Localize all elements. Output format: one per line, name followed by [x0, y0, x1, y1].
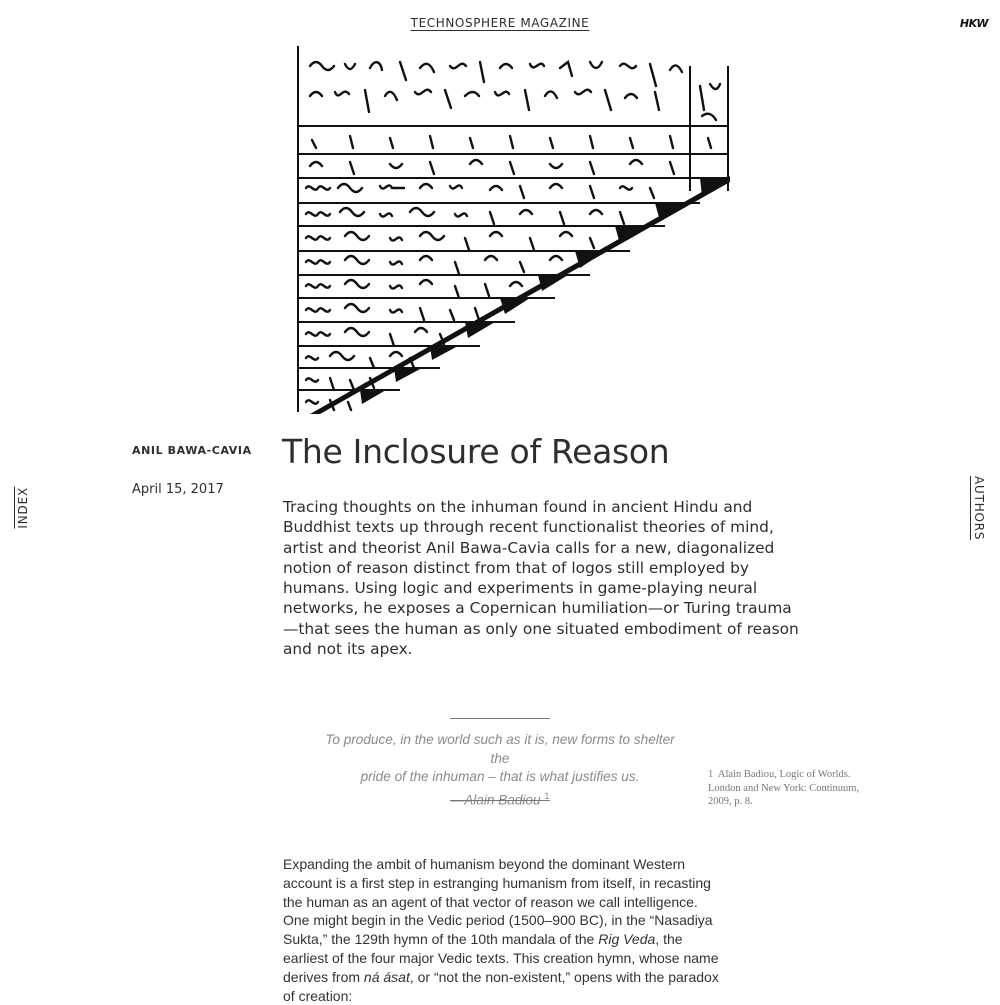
body-text-part-3: , or “not the non-existent,” opens with the paradox of creation: — [283, 968, 719, 1004]
article-lede: Tracing thoughts on the inhuman found in ancient Hindu and Buddhist texts up through recent functionalist theories of mind, artist and theorist Anil Bawa-Cavia calls for a new, diagonalized notion of reason distinct from that of logos still employed by humans. Using logic and experiments in game-playing neural networks, he exposes a Copernican humiliation—or Turing trauma—that sees the human as only one situated embodiment of reason and not its apex. — [283, 498, 799, 659]
epigraph-line-1: To produce, in the world such as it is, new forms to shelter the — [325, 732, 675, 766]
author-name[interactable]: ANIL BAWA-CAVIA — [132, 444, 252, 457]
epigraph-attribution: —Alain Badiou — [450, 792, 541, 808]
manuscript-table-image — [290, 46, 732, 414]
epigraph-top-rule — [450, 718, 550, 719]
article-body-paragraph — [283, 855, 719, 1005]
epigraph-bottom-rule — [450, 800, 550, 801]
body-italic-na-asat: ná ásat — [363, 968, 410, 985]
epigraph — [320, 731, 680, 810]
epigraph-line-2: pride of the inhuman – that is what justifies us. — [360, 769, 640, 784]
hkw-logo[interactable]: HKW — [959, 17, 988, 30]
footnote-marker[interactable]: 1 — [544, 790, 550, 801]
hero-image — [290, 46, 732, 414]
footnote-number: 1 — [708, 769, 714, 780]
masthead — [0, 16, 1000, 30]
body-italic-rig-veda: Rig Veda — [598, 931, 656, 948]
body-text-part-1: Expanding the ambit of humanism beyond the dominant Western account is a first step in estranging humanism from itself, in recasting the human as an agent of that vector of reason we call intelligence. One might begin in the Vedic period (1500–900 BC), in the “Nasadiya Sukta,” the 129th hymn of the 10th mandala of the — [283, 856, 713, 948]
article-title: The Inclosure of Reason — [282, 432, 670, 471]
authors-nav-link[interactable]: AUTHORS — [972, 476, 986, 541]
footnote — [708, 768, 868, 809]
footnote-text: Alain Badiou, Logic of Worlds. London and New York: Continuum, 2009, p. 8. — [708, 769, 860, 807]
publish-date: April 15, 2017 — [132, 482, 224, 497]
body-text-part-2: , the earliest of the four major Vedic texts. This creation hymn, whose name derives from — [283, 931, 719, 985]
site-name-link[interactable]: TECHNOSPHERE MAGAZINE — [410, 16, 590, 30]
index-nav-link[interactable]: INDEX — [16, 487, 30, 529]
